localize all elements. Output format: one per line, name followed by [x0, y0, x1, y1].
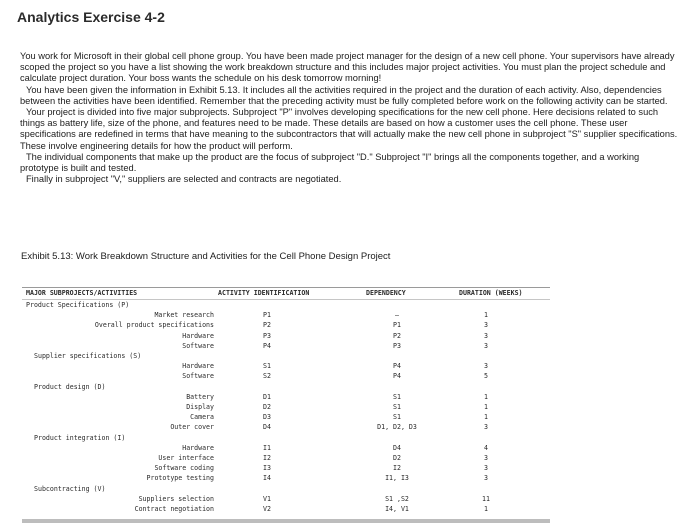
activity-name: Battery: [186, 392, 214, 401]
activity-dependency: I2: [393, 464, 401, 473]
activity-id: D2: [263, 403, 271, 411]
table-row: [22, 413, 550, 422]
activity-name: Camera: [190, 413, 214, 422]
activity-duration: 3: [484, 362, 488, 371]
table-row: [22, 332, 550, 341]
activity-duration: 1: [484, 311, 488, 320]
activity-dependency: P4: [393, 372, 401, 381]
activity-duration: 3: [484, 464, 488, 473]
activity-dependency: S1: [393, 403, 401, 411]
activity-dependency: S1: [393, 392, 401, 401]
activity-name: Product design (D): [34, 382, 106, 391]
activity-id: P3: [263, 331, 271, 340]
wbs-table: [22, 283, 550, 523]
page-title: Analytics Exercise 4-2: [17, 9, 165, 25]
activity-duration: 3: [484, 341, 488, 350]
exercise-description: [20, 51, 680, 185]
header-activities: MAJOR SUBPROJECTS/ACTIVITIES: [26, 289, 138, 297]
activity-duration: 1: [484, 403, 488, 411]
activity-duration: 3: [484, 423, 488, 432]
activity-dependency: S1: [393, 413, 401, 422]
activity-dependency: S1 ,S2: [385, 494, 409, 503]
activity-name: Prototype testing: [146, 474, 214, 483]
header-duration: DURATION (WEEKS): [459, 289, 523, 297]
paragraph-components: The individual components that make up the product are the focus of subproject "D." Subproject "I" brings all the components together, and a working prototype is built and tested.: [20, 151, 640, 174]
activity-name: Hardware: [182, 443, 214, 452]
table-top-rule: [22, 287, 550, 288]
activity-name: Hardware: [182, 362, 214, 371]
activity-duration: 1: [484, 413, 488, 422]
activity-dependency: P1: [393, 321, 401, 330]
activity-id: V2: [263, 505, 271, 513]
activity-name: Software: [182, 341, 214, 350]
table-row: [22, 383, 550, 392]
table-row: [22, 403, 550, 412]
activity-id: D3: [263, 413, 271, 422]
activity-name: Outer cover: [170, 423, 214, 432]
activity-dependency: D1, D2, D3: [377, 423, 417, 432]
activity-id: V1: [263, 494, 271, 503]
activity-id: D1: [263, 392, 271, 401]
activity-duration: 3: [484, 474, 488, 483]
paragraph-exhibit-info: You have been given the information in Exhibit 5.13. It includes all the activities required in the project and the duration of each activity. Also, dependencies between the activities have been identified. Remember that the preceding activity must be fully completed before work on the following activity can be started.: [20, 84, 668, 106]
header-activity-id: ACTIVITY IDENTIFICATION: [218, 289, 310, 297]
paragraph-subprojects: Your project is divided into five major subprojects. Subproject "P" involves developing specifications for the new cell phone. Here decisions related to such things as battery life, size of the phone, and features need to be made. These details are based on how a customer uses the cell phone. These user specifications are redefined in terms that have meaning to the subcontractors that will actually make the new cell phone in subproject "S" supplier specifications. These involve engineering details for how the product will perform.: [20, 107, 678, 151]
paragraph-intro: You work for Microsoft in their global cell phone group. You have been made project manager for the design of a new cell phone. Your supervisors have already scoped the project so you have a list showing the work breakdown structure and this includes major project activities. You must plan the project schedule and calculate project duration. Your boss wants the schedule on his desk tomorrow morning!: [20, 51, 675, 84]
activity-dependency: —: [395, 311, 399, 320]
activity-name: Subcontracting (V): [34, 484, 106, 493]
table-row: [22, 454, 550, 463]
activity-duration: 1: [484, 505, 488, 513]
activity-id: S1: [263, 362, 271, 371]
activity-name: Contract negotiation: [134, 505, 214, 513]
activity-id: I1: [263, 443, 271, 452]
table-bottom-rule: [22, 519, 550, 523]
activity-id: P1: [263, 311, 271, 320]
table-row: [22, 372, 550, 381]
table-row: [22, 434, 550, 443]
paragraph-subcontracting: Finally in subproject "V," suppliers are selected and contracts are negotiated.: [26, 174, 342, 185]
table-row: [22, 362, 550, 371]
activity-name: Supplier specifications (S): [34, 352, 142, 360]
activity-id: I3: [263, 464, 271, 473]
activity-name: Hardware: [182, 331, 214, 340]
table-row: [22, 474, 550, 483]
activity-duration: 1: [484, 392, 488, 401]
activity-dependency: P4: [393, 362, 401, 371]
activity-duration: 5: [484, 372, 488, 381]
table-row: [22, 321, 550, 330]
activity-duration: 11: [482, 494, 490, 503]
activity-id: P2: [263, 321, 271, 330]
activity-name: Product Specifications (P): [26, 301, 130, 309]
activity-dependency: P3: [393, 341, 401, 350]
activity-name: Overall product specifications: [94, 321, 214, 330]
table-row: [22, 301, 550, 310]
activity-dependency: D4: [393, 443, 401, 452]
activity-duration: 3: [484, 454, 488, 462]
activity-dependency: I1, I3: [385, 474, 409, 483]
table-row: [22, 423, 550, 432]
table-row: [22, 464, 550, 473]
table-row: [22, 485, 550, 494]
activity-duration: 4: [484, 443, 488, 452]
activity-name: Software coding: [154, 464, 214, 473]
activity-name: Market research: [154, 311, 214, 320]
activity-duration: 3: [484, 321, 488, 330]
activity-name: Product integration (I): [34, 433, 126, 442]
header-dependency: DEPENDENCY: [366, 289, 406, 297]
activity-name: Software: [182, 372, 214, 381]
activity-name: User interface: [158, 454, 214, 462]
activity-id: I2: [263, 454, 271, 462]
activity-dependency: D2: [393, 454, 401, 462]
activity-dependency: P2: [393, 331, 401, 340]
activity-duration: 3: [484, 331, 488, 340]
table-row: [22, 352, 550, 361]
activity-id: P4: [263, 341, 271, 350]
exhibit-caption: Exhibit 5.13: Work Breakdown Structure and Activities for the Cell Phone Design Project: [21, 251, 391, 262]
activity-name: Suppliers selection: [138, 494, 214, 503]
table-row: [22, 311, 550, 320]
table-row: [22, 505, 550, 514]
activity-id: I4: [263, 474, 271, 483]
activity-dependency: I4, V1: [385, 505, 409, 513]
table-row: [22, 393, 550, 402]
activity-name: Display: [186, 403, 214, 411]
table-row: [22, 495, 550, 504]
table-row: [22, 342, 550, 351]
activity-id: S2: [263, 372, 271, 381]
header-rule: [22, 299, 550, 300]
table-row: [22, 444, 550, 453]
activity-id: D4: [263, 423, 271, 432]
